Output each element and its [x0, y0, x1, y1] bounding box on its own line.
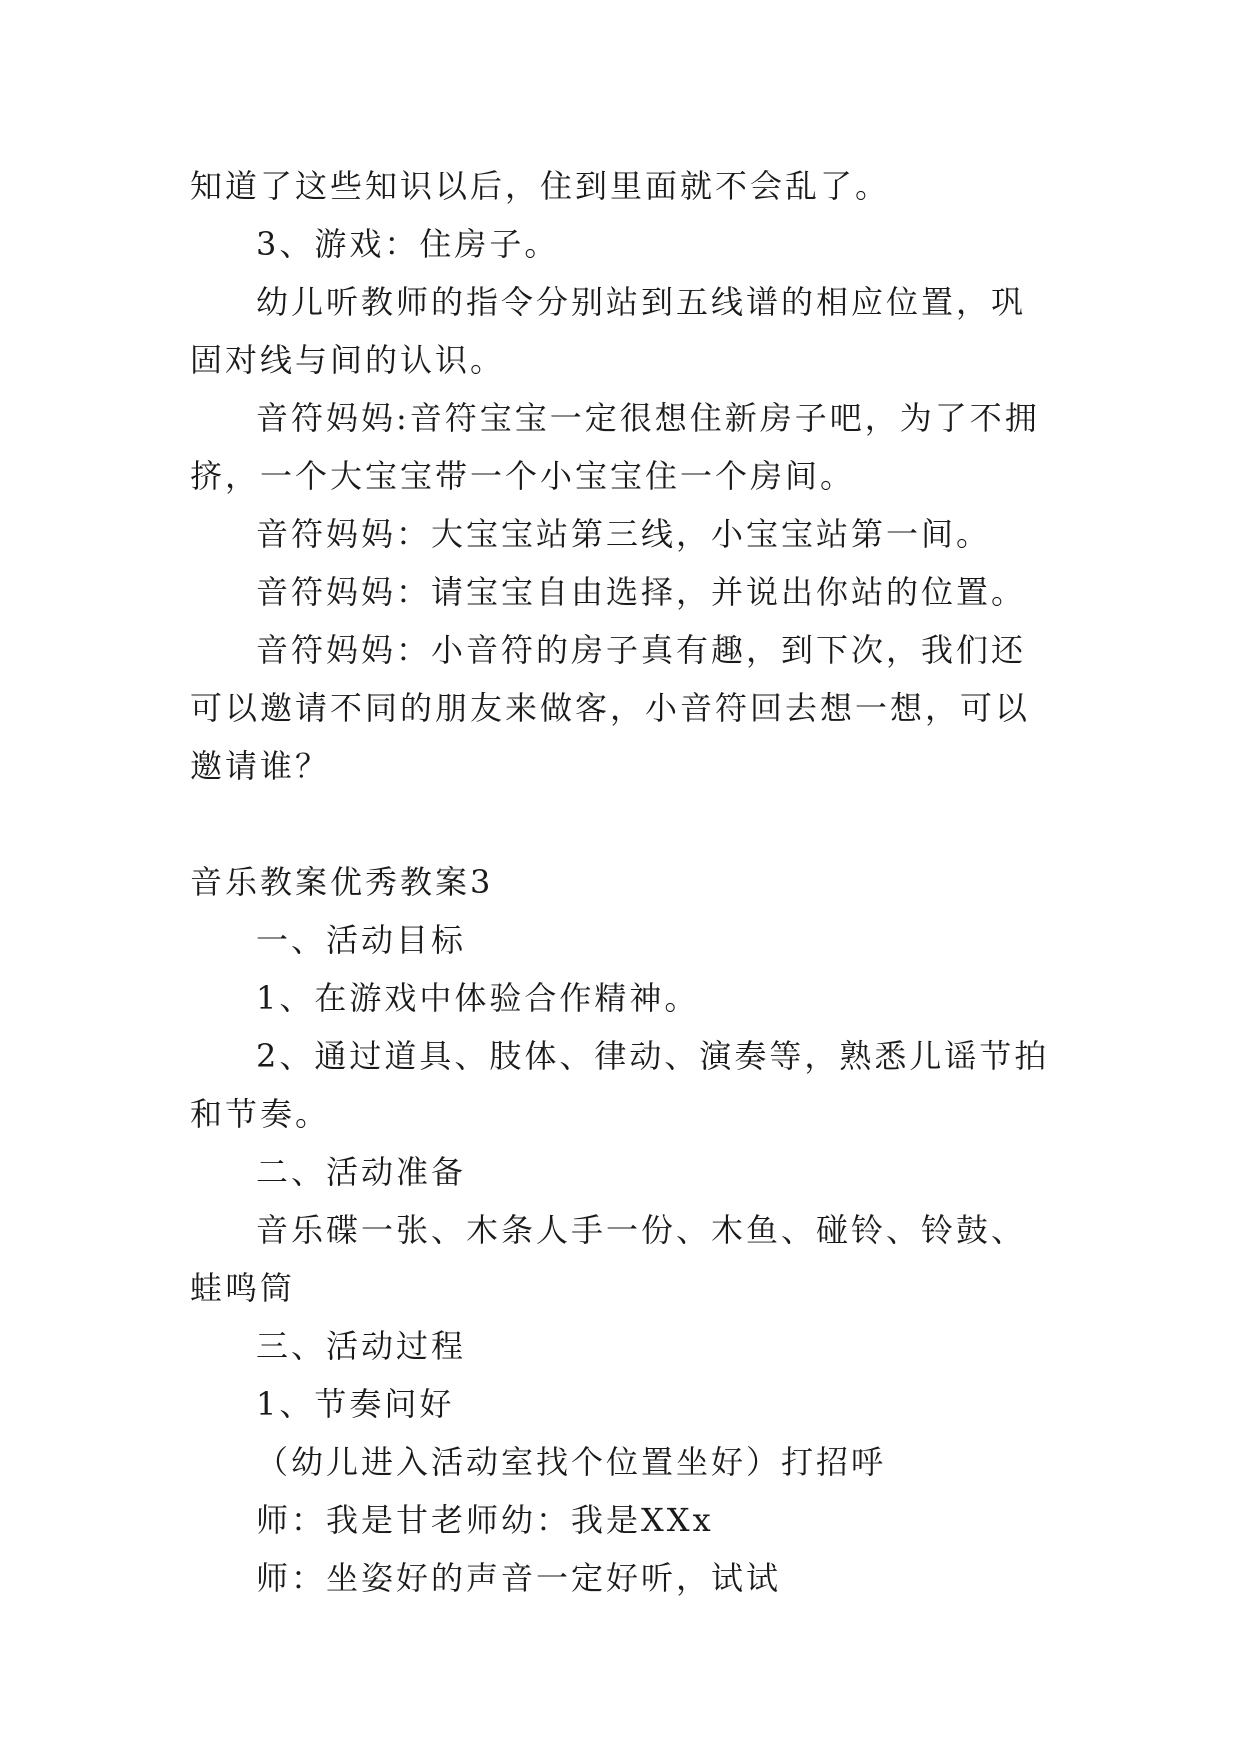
paragraph-continuation: 知道了这些知识以后，住到里面就不会乱了。	[190, 167, 891, 205]
process-note: （幼儿进入活动室找个位置坐好）打招呼	[256, 1443, 887, 1481]
section-title: 音乐教案优秀教案3	[190, 863, 494, 901]
paragraph-dialogue-1: 音符妈妈:音符宝宝一定很想住新房子吧，为了不拥挤，一个大宝宝带一个小宝宝住一个房间。	[190, 399, 1040, 495]
paragraph-dialogue-3: 音符妈妈：请宝宝自由选择，并说出你站的位置。	[256, 573, 1027, 611]
heading-activity-process: 三、活动过程	[256, 1327, 467, 1365]
document-body	[190, 157, 1060, 1607]
heading-activity-preparation: 二、活动准备	[256, 1153, 467, 1191]
paragraph-dialogue-2: 音符妈妈：大宝宝站第三线，小宝宝站第一间。	[256, 515, 992, 553]
preparation-materials: 音乐碟一张、木条人手一份、木鱼、碰铃、铃鼓、蛙鸣筒	[190, 1211, 1027, 1307]
goal-item-1: 1、在游戏中体验合作精神。	[256, 979, 700, 1017]
paragraph-game-title: 3、游戏：住房子。	[256, 225, 560, 263]
paragraph-game-description: 幼儿听教师的指令分别站到五线谱的相应位置，巩固对线与间的认识。	[190, 283, 1027, 379]
process-step-1: 1、节奏问好	[256, 1385, 455, 1423]
heading-activity-goals: 一、活动目标	[256, 921, 467, 959]
goal-item-2: 2、通过道具、肢体、律动、演奏等，熟悉儿谣节拍和节奏。	[190, 1037, 1050, 1133]
process-dialogue-1: 师：我是甘老师幼：我是XXx	[256, 1501, 714, 1539]
process-dialogue-2: 师：坐姿好的声音一定好听，试试	[256, 1559, 782, 1597]
paragraph-dialogue-4: 音符妈妈：小音符的房子真有趣，到下次，我们还可以邀请不同的朋友来做客，小音符回去想一想，可以邀请谁？	[190, 631, 1031, 785]
